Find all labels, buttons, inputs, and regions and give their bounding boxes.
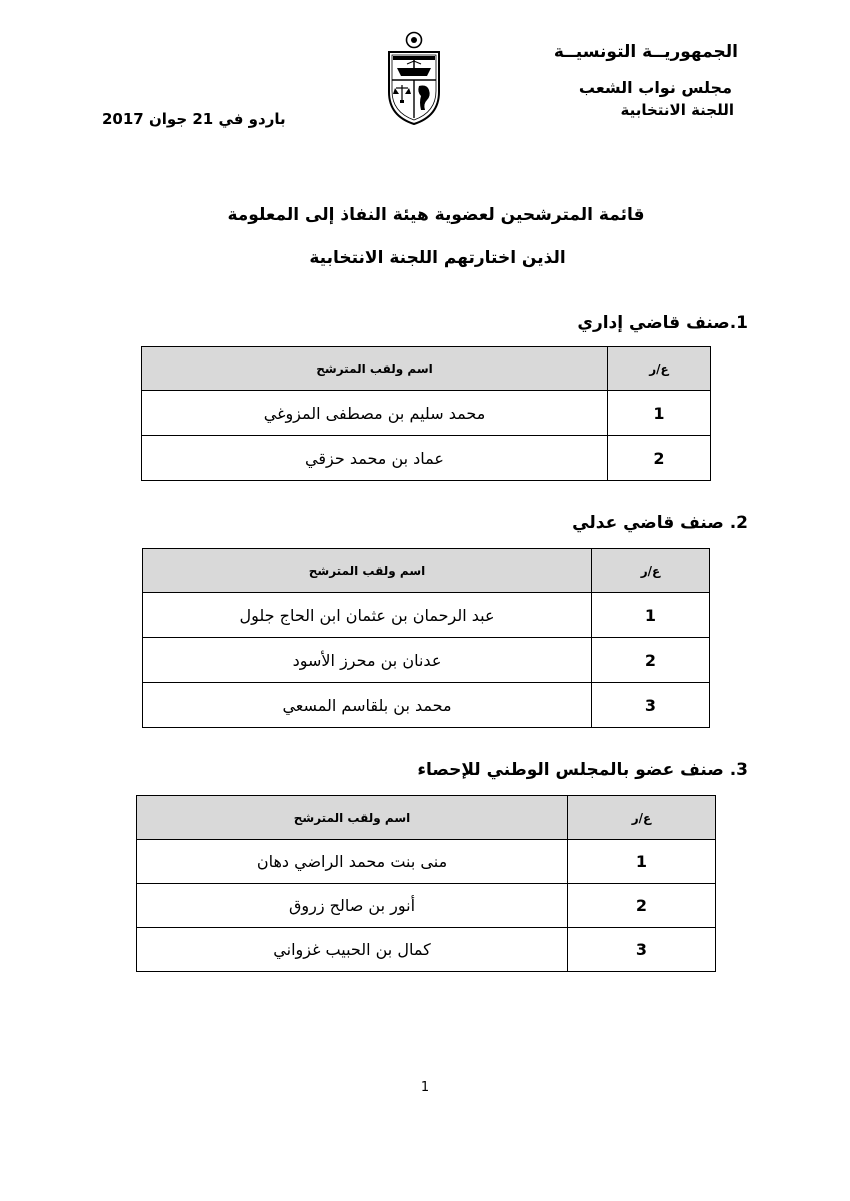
section-heading-judicial-judge: 2. صنف قاضي عدلي <box>572 513 748 533</box>
column-header-name: اسم ولقب المترشح <box>142 347 608 391</box>
column-header-name: اسم ولقب المترشح <box>137 796 568 840</box>
candidate-name: منى بنت محمد الراضي دهان <box>137 840 568 884</box>
table-row <box>137 884 716 928</box>
table-row <box>137 840 716 884</box>
assembly-name: مجلس نواب الشعب <box>578 78 732 97</box>
column-header-number: ع/ر <box>608 347 711 391</box>
candidate-name: محمد سليم بن مصطفى المزوغي <box>142 391 608 436</box>
table-header-row <box>142 347 711 391</box>
candidate-name: أنور بن صالح زروق <box>137 884 568 928</box>
table-header-row <box>143 549 710 593</box>
column-header-number: ع/ر <box>592 549 710 593</box>
column-header-number: ع/ر <box>568 796 716 840</box>
committee-name: اللجنة الانتخابية <box>620 101 734 119</box>
candidate-name: عبد الرحمان بن عثمان ابن الحاج جلول <box>143 593 592 638</box>
candidate-name: محمد بن بلقاسم المسعي <box>143 683 592 728</box>
candidate-name: عماد بن محمد حزقي <box>142 436 608 481</box>
row-number: 2 <box>608 436 711 481</box>
candidates-table-judicial-judge <box>142 548 710 728</box>
republic-name: الجمهوريــة التونسيــة <box>553 42 738 62</box>
row-number: 1 <box>592 593 710 638</box>
candidates-table-statistics-council <box>136 795 716 972</box>
page-number: 1 <box>420 1080 430 1095</box>
table-row <box>142 436 711 481</box>
row-number: 3 <box>592 683 710 728</box>
coat-of-arms-icon <box>383 30 445 128</box>
section-heading-administrative-judge: 1.صنف قاضي إداري <box>577 313 748 333</box>
document-title-line2: الذين اختارتهم اللجنة الانتخابية <box>309 248 566 268</box>
candidate-name: كمال بن الحبيب غزواني <box>137 928 568 972</box>
table-row <box>143 638 710 683</box>
date-line: باردو في 21 جوان 2017 <box>102 110 286 128</box>
table-row <box>143 593 710 638</box>
row-number: 3 <box>568 928 716 972</box>
row-number: 1 <box>568 840 716 884</box>
row-number: 1 <box>608 391 711 436</box>
candidates-table-administrative-judge <box>141 346 711 481</box>
table-header-row <box>137 796 716 840</box>
table-row <box>143 683 710 728</box>
header-block <box>554 42 738 119</box>
table-row <box>142 391 711 436</box>
column-header-name: اسم ولقب المترشح <box>143 549 592 593</box>
row-number: 2 <box>592 638 710 683</box>
candidate-name: عدنان بن محرز الأسود <box>143 638 592 683</box>
section-heading-statistics-council: 3. صنف عضو بالمجلس الوطني للإحصاء <box>417 760 748 780</box>
row-number: 2 <box>568 884 716 928</box>
table-row <box>137 928 716 972</box>
document-title-line1: قائمة المترشحين لعضوية هيئة النفاذ إلى المعلومة <box>227 205 645 225</box>
